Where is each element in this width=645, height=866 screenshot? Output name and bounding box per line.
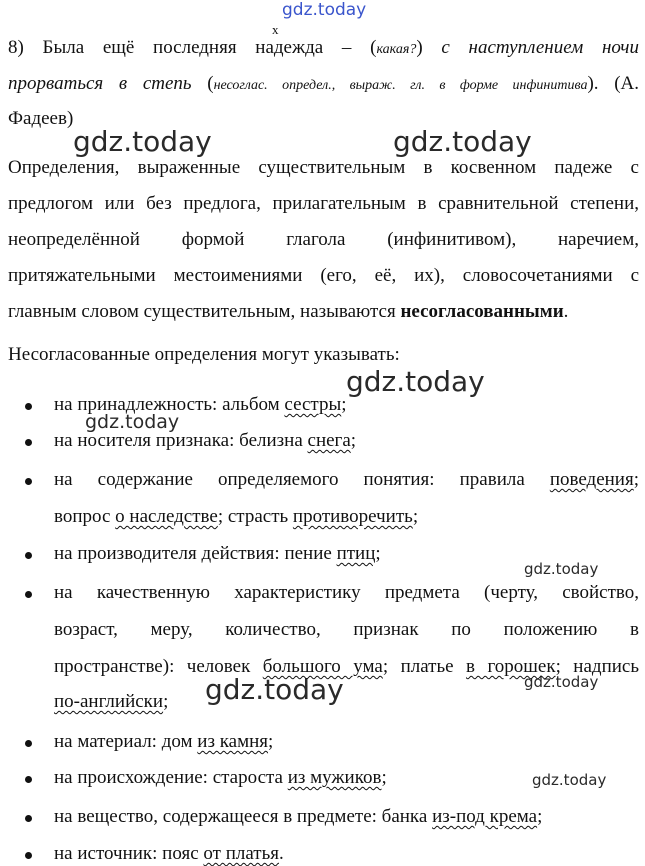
- bullet: [25, 852, 32, 859]
- rule-line-4: притяжательными местоимениями (его, её, их), словосочетаниями с: [8, 265, 639, 286]
- watermark-logo: gdz.today: [532, 771, 607, 789]
- watermark-logo: gdz.today: [205, 673, 344, 706]
- bullet: [25, 776, 32, 783]
- list-item-continuation: возраст, меру, количество, признак по положению в: [54, 619, 639, 640]
- list-item-continuation: пространстве): человек большого ума; платье в горошек; надпись: [54, 656, 640, 677]
- intro-text: Несогласованные определения могут указывать:: [8, 344, 400, 365]
- bullet: [25, 815, 32, 822]
- bullet: [25, 552, 32, 559]
- list-item: на производителя действия: пение птиц;: [54, 543, 381, 564]
- watermark-logo-top: gdz.today: [282, 0, 367, 20]
- rule-line-1: Определения, выраженные существительным в косвенном падеже с: [8, 157, 639, 178]
- list-item: на происхождение: староста из мужиков;: [54, 767, 387, 788]
- bullet: [25, 478, 32, 485]
- list-item: на вещество, содержащееся в предмете: банка из-под крема;: [54, 806, 543, 827]
- list-item: на источник: пояс от платья.: [54, 843, 284, 864]
- bullet: [25, 591, 32, 598]
- list-item: на качественную характеристику предмета (черту, свойство,: [54, 582, 639, 603]
- bullet: [25, 439, 32, 446]
- list-item-continuation: вопрос о наследстве; страсть противоречить;: [54, 506, 419, 527]
- example-line-1: 8) Была ещё последняя надежда – (какая?) с наступлением ночи: [8, 37, 639, 58]
- list-item: на материал: дом из камня;: [54, 731, 274, 752]
- example-line-3: Фадеев): [8, 108, 74, 129]
- list-item: на принадлежность: альбом сестры;: [54, 394, 347, 415]
- watermark-logo: gdz.today: [393, 125, 532, 158]
- example-line-2: прорваться в степь (несоглас. определ., выраж. гл. в форме инфинитива). (А.: [8, 73, 639, 94]
- rule-line-5: главным словом существительным, называются несогласованными.: [8, 301, 569, 322]
- list-item: на носителя признака: белизна снега;: [54, 430, 357, 451]
- list-item-continuation: по-английски;: [54, 691, 169, 712]
- watermark-logo: gdz.today: [524, 560, 599, 578]
- watermark-logo: gdz.today: [524, 673, 599, 691]
- watermark-logo: gdz.today: [73, 125, 212, 158]
- x-mark: x: [272, 22, 279, 37]
- bullet: [25, 740, 32, 747]
- watermark-logo: gdz.today: [85, 411, 180, 433]
- rule-line-2: предлогом или без предлога, прилагательным в сравнительной степени,: [8, 193, 639, 214]
- bullet: [25, 403, 32, 410]
- rule-line-3: неопределённой формой глагола (инфинитивом), наречием,: [8, 229, 639, 250]
- watermark-logo: gdz.today: [346, 365, 485, 398]
- list-item: на содержание определяемого понятия: правила поведения;: [54, 469, 639, 490]
